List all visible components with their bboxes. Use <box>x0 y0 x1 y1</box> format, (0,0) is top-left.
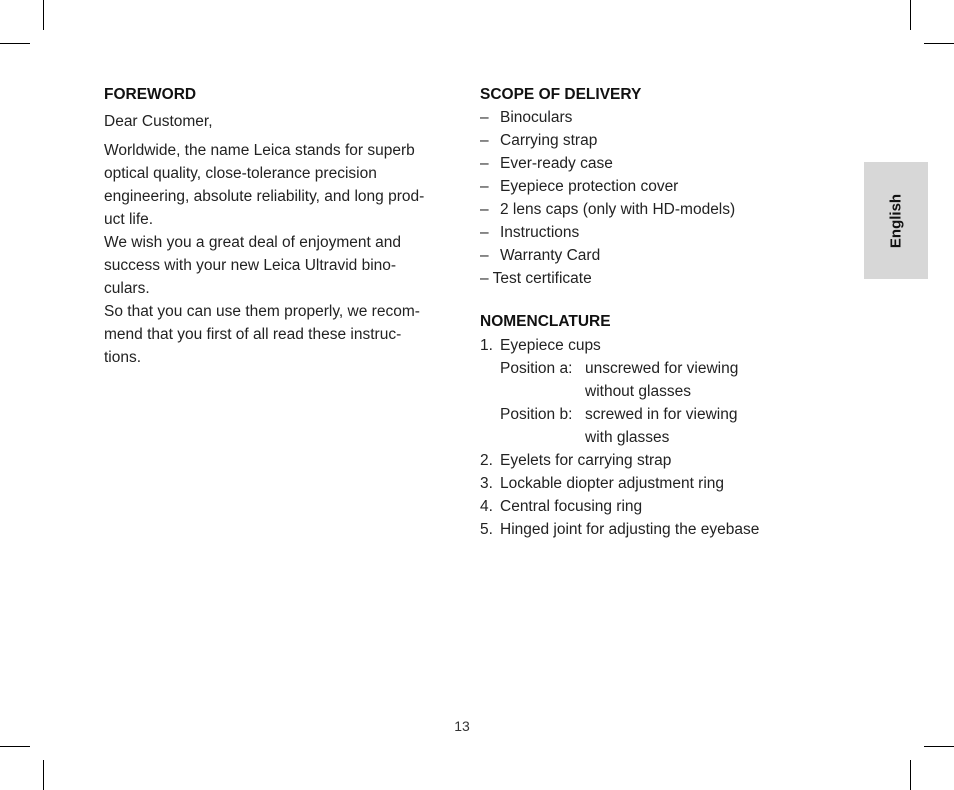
list-item-text: Instructions <box>500 224 580 241</box>
position-text <box>585 357 785 403</box>
dash: – <box>480 224 489 241</box>
delivery-heading: SCOPE OF DELIVERY <box>480 86 642 103</box>
crop-mark <box>43 760 44 790</box>
delivery-list <box>480 106 840 290</box>
position-row <box>480 403 840 449</box>
list-item <box>480 129 840 152</box>
crop-mark <box>910 760 911 790</box>
crop-mark <box>924 746 954 747</box>
item-number: 4. <box>480 498 493 515</box>
dash: – <box>480 132 489 149</box>
position-label: Position a: <box>500 360 573 377</box>
nomenclature-item <box>480 495 840 518</box>
nomenclature-item <box>480 449 840 472</box>
dash: – <box>480 178 489 195</box>
list-item-text: Ever-ready case <box>500 155 613 172</box>
crop-mark <box>0 746 30 747</box>
foreword-line: uct life. <box>104 211 154 228</box>
crop-mark <box>910 0 911 30</box>
list-item-text: Eyepiece protection cover <box>500 178 679 195</box>
dash: – <box>480 201 489 218</box>
item-number: 3. <box>480 475 493 492</box>
list-item-text: Binoculars <box>500 109 573 126</box>
foreword-line: Worldwide, the name Leica stands for superb <box>104 142 415 159</box>
foreword-line: So that you can use them properly, we recom- <box>104 303 420 320</box>
position-text <box>585 403 785 449</box>
item-text: Central focusing ring <box>500 498 643 515</box>
language-tab <box>864 162 928 279</box>
nomenclature-item <box>480 518 840 541</box>
crop-mark <box>924 43 954 44</box>
position-line: without glasses <box>585 383 691 400</box>
list-item <box>480 106 840 129</box>
item-text: Hinged joint for adjusting the eyebase <box>500 521 760 538</box>
dash: – <box>480 109 489 126</box>
dash: – <box>480 247 489 264</box>
list-item <box>480 152 840 175</box>
item-text: Eyelets for carrying strap <box>500 452 672 469</box>
foreword-line: engineering, absolute reliability, and long prod- <box>104 188 425 205</box>
position-line: screwed in for viewing <box>585 406 738 423</box>
list-item-text: Warranty Card <box>500 247 601 264</box>
list-item <box>480 244 840 267</box>
language-tab-label: English <box>887 193 905 248</box>
item-number: 2. <box>480 452 493 469</box>
item-number: 5. <box>480 521 493 538</box>
nomenclature-item <box>480 472 840 495</box>
position-line: unscrewed for viewing <box>585 360 739 377</box>
list-item-text: 2 lens caps (only with HD-models) <box>500 201 736 218</box>
item-text: Eyepiece cups <box>500 337 601 354</box>
position-line: with glasses <box>585 429 670 446</box>
item-text: Lockable diopter adjustment ring <box>500 475 725 492</box>
foreword-heading: FOREWORD <box>104 86 197 103</box>
foreword-line: We wish you a great deal of enjoyment and <box>104 234 401 251</box>
foreword-body <box>104 139 444 369</box>
page-number: 13 <box>454 718 470 734</box>
crop-mark <box>0 43 30 44</box>
list-item: – Test certificate <box>480 270 592 287</box>
nomenclature-section <box>480 312 840 541</box>
list-item <box>480 221 840 244</box>
nomenclature-item <box>480 334 840 357</box>
right-column <box>480 85 840 541</box>
foreword-line: mend that you first of all read these instruc- <box>104 326 402 343</box>
crop-mark <box>43 0 44 30</box>
list-item-text: Carrying strap <box>500 132 598 149</box>
list-item <box>480 198 840 221</box>
foreword-line: tions. <box>104 349 142 366</box>
foreword-line: success with your new Leica Ultravid bino- <box>104 257 397 274</box>
nomenclature-heading: NOMENCLATURE <box>480 313 611 330</box>
foreword-line: optical quality, close-tolerance precision <box>104 165 377 182</box>
position-row <box>480 357 840 403</box>
foreword-line: culars. <box>104 280 150 297</box>
dash: – <box>480 155 489 172</box>
greeting: Dear Customer, <box>104 113 213 130</box>
item-number: 1. <box>480 337 493 354</box>
position-label: Position b: <box>500 406 573 423</box>
foreword-section <box>104 85 444 369</box>
list-item <box>480 175 840 198</box>
